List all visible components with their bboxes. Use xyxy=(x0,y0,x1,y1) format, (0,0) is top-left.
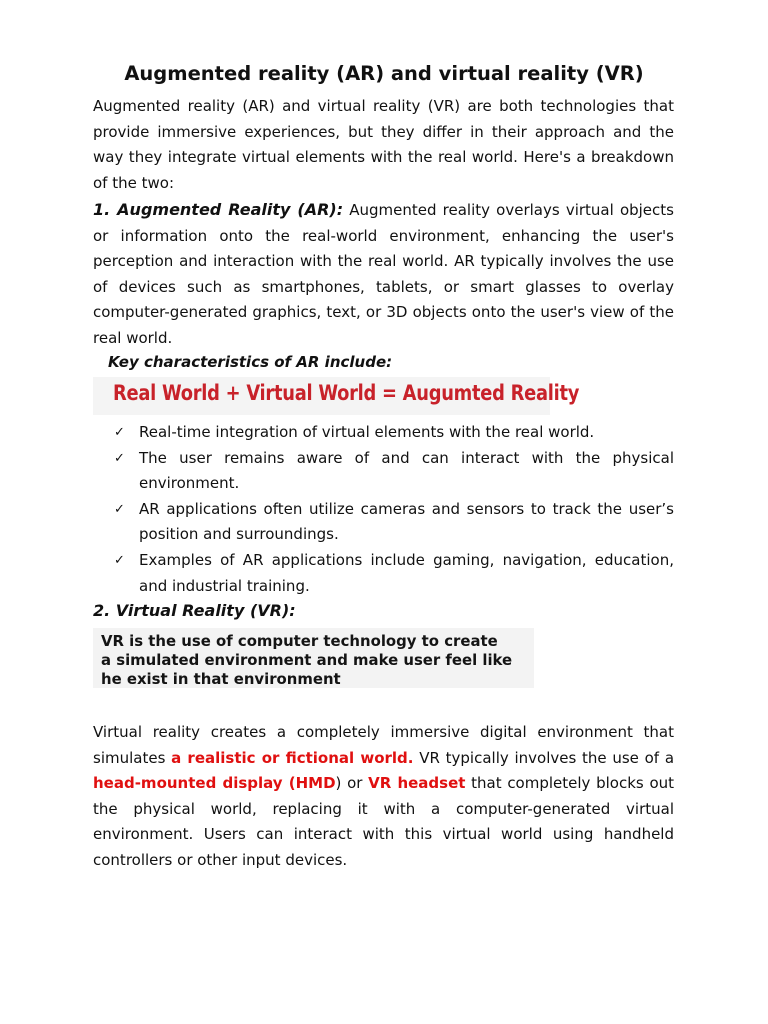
ar-section-heading: 1. Augmented Reality (AR): xyxy=(93,200,344,219)
list-item xyxy=(114,420,674,446)
ar-section-body: Augmented reality overlays virtual objects or information onto the real-world environment, enhancing the user's perception and interaction with the real world. AR typically involves the use of devices such as smartphones, tablets, or smart glasses to overlay computer-generated graphics, text, or 3D objects onto the user's view of the real world. xyxy=(93,201,674,347)
vr-definition-line: a simulated environment and make user feel like xyxy=(101,651,513,669)
ar-equation-text: Real World + Virtual World = Augumted Reality xyxy=(113,381,580,405)
list-item xyxy=(114,446,674,497)
vr-body-text: that completely blocks out the physical world, replacing it with a computer-generated virtual environment. Users can interact with this virtual world using handheld controllers or other input devices. xyxy=(93,774,675,869)
list-item-text: AR applications often utilize cameras and sensors to track the user’s position and surroundings. xyxy=(139,499,674,544)
list-item xyxy=(114,497,674,548)
key-characteristics-label: Key characteristics of AR include: xyxy=(108,353,393,371)
intro-paragraph: Augmented reality (AR) and virtual reality (VR) are both technologies that provide immersive experiences, but they differ in their approach and the way they integrate virtual elements with the real world. Here's a breakdown of the two: xyxy=(93,97,674,192)
ar-paragraph xyxy=(93,197,674,352)
list-item-text: Examples of AR applications include gaming, navigation, education, and industrial training. xyxy=(139,550,674,595)
checkmark-icon: ✓ xyxy=(114,425,125,440)
ar-characteristics-list xyxy=(114,420,674,599)
highlight-text: head-mounted display (HMD xyxy=(93,774,336,793)
highlight-text: a realistic or fictional world. xyxy=(171,748,414,767)
checkmark-icon: ✓ xyxy=(114,501,125,517)
vr-definition-line: he exist in that environment xyxy=(101,670,341,688)
vr-body-text: Virtual reality creates a completely immersive digital environment that simulates xyxy=(93,723,674,767)
vr-definition-line: VR is the use of computer technology to create xyxy=(101,632,498,650)
highlight-text: VR headset xyxy=(368,774,466,793)
list-item xyxy=(114,548,674,599)
ar-equation-banner xyxy=(93,377,580,415)
vr-definition-banner xyxy=(93,628,534,688)
list-item-text: Real-time integration of virtual elements with the real world. xyxy=(139,423,595,441)
checkmark-icon: ✓ xyxy=(114,552,125,568)
vr-body-text: VR typically involves the use of a xyxy=(413,748,675,767)
document-title: Augmented reality (AR) and virtual reality (VR) xyxy=(124,62,644,85)
checkmark-icon: ✓ xyxy=(114,450,125,466)
vr-body-text: ) or xyxy=(335,774,369,793)
vr-section-heading: 2. Virtual Reality (VR): xyxy=(93,601,296,620)
list-item-text: The user remains aware of and can interact with the physical environment. xyxy=(139,448,674,493)
vr-paragraph xyxy=(93,720,674,874)
